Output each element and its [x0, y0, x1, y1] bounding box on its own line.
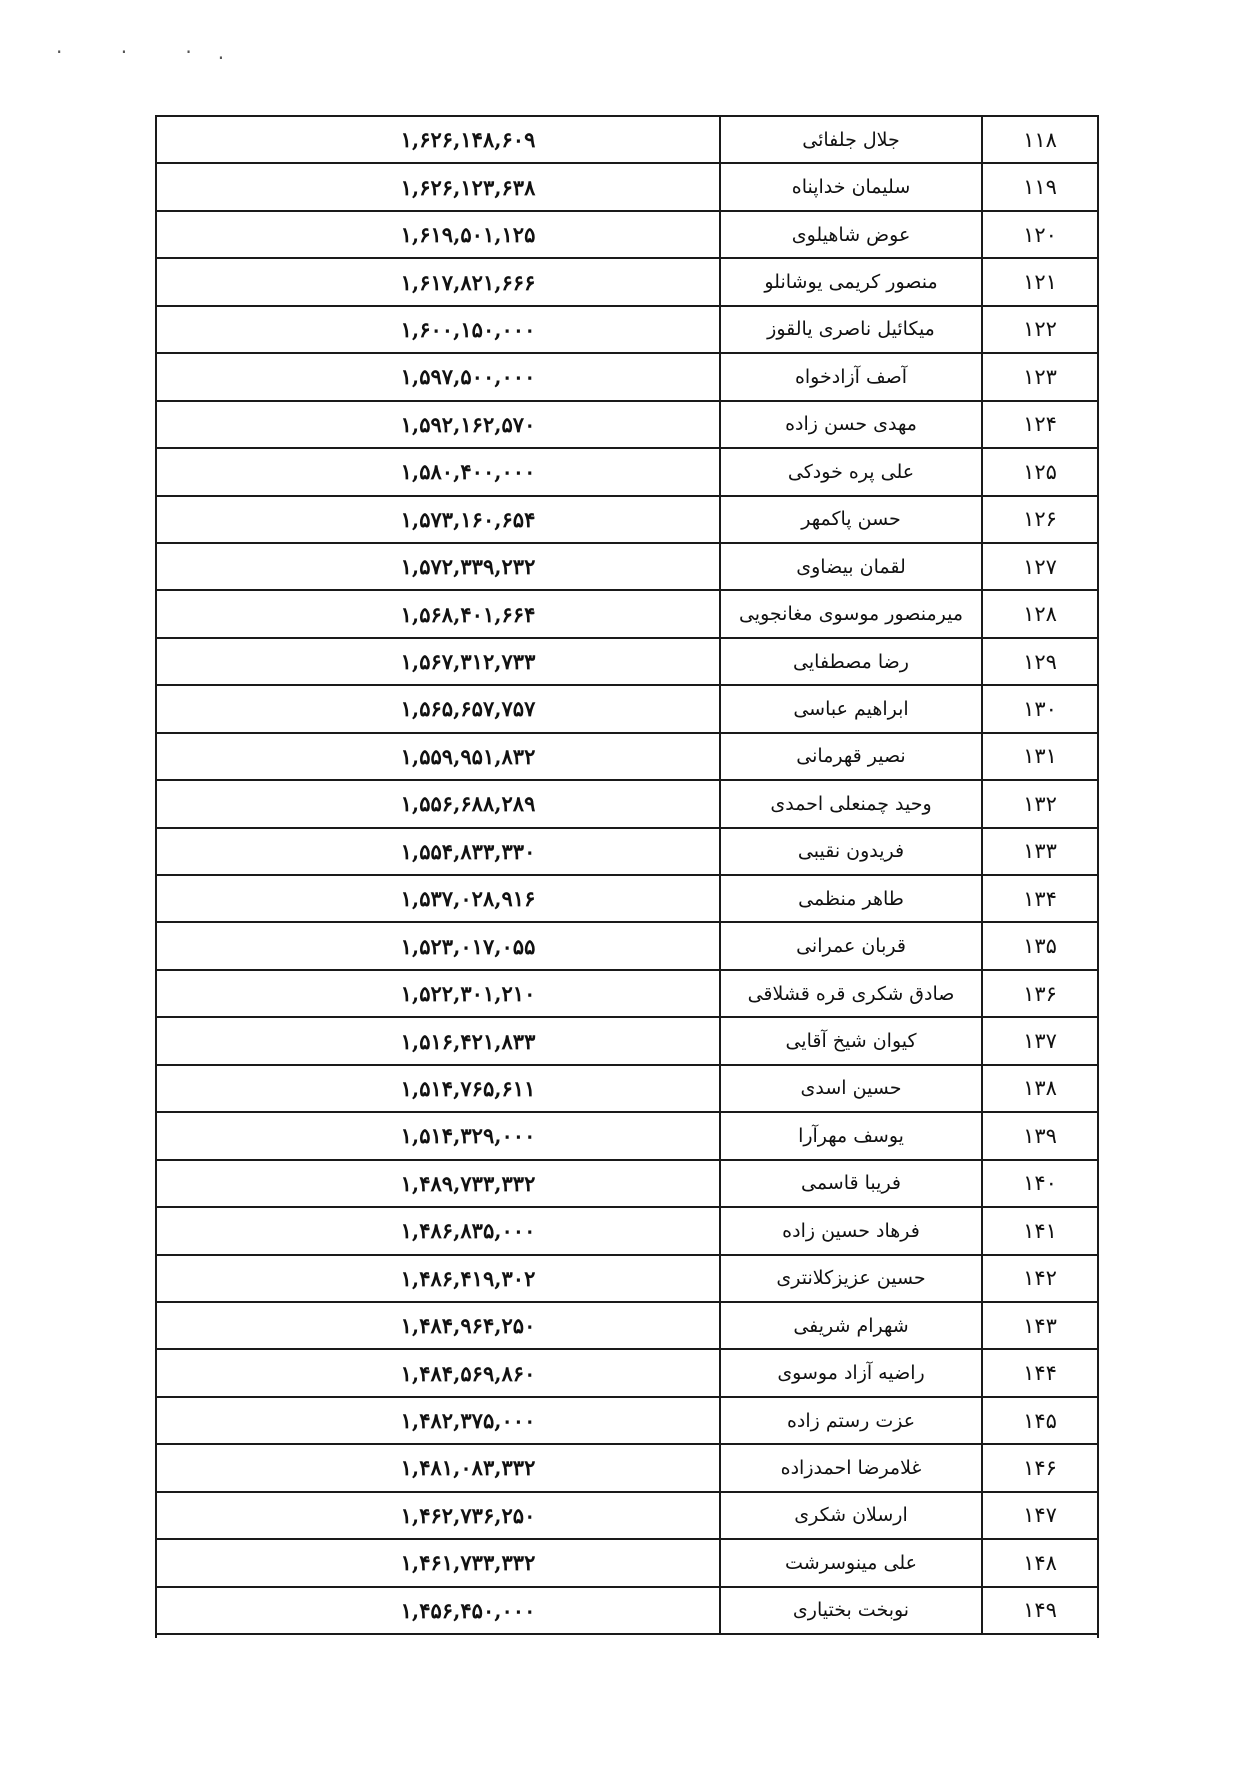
row-index: ۱۲۲ — [981, 307, 1097, 352]
person-name: فریبا قاسمی — [719, 1161, 981, 1206]
table-row — [157, 1303, 1097, 1350]
amount-value: ۱,۵۵۹,۹۵۱,۸۳۲ — [400, 743, 536, 769]
amount-value: ۱,۴۶۱,۷۳۳,۳۳۲ — [400, 1550, 536, 1576]
table-row — [157, 1445, 1097, 1492]
row-index: ۱۴۱ — [981, 1208, 1097, 1253]
row-index: ۱۴۴ — [981, 1350, 1097, 1395]
table-row — [157, 1398, 1097, 1445]
person-name: یوسف مهرآرا — [719, 1113, 981, 1158]
amount-value: ۱,۴۸۶,۴۱۹,۳۰۲ — [400, 1265, 536, 1291]
table-row — [157, 354, 1097, 401]
table-row — [157, 639, 1097, 686]
person-name: آصف آزادخواه — [719, 354, 981, 399]
person-name: قربان عمرانی — [719, 923, 981, 968]
table-row — [157, 1540, 1097, 1587]
person-name: کیوان شیخ آقایی — [719, 1018, 981, 1063]
person-name: میکائیل ناصری یالقوز — [719, 307, 981, 352]
row-index: ۱۳۳ — [981, 829, 1097, 874]
row-index: ۱۴۸ — [981, 1540, 1097, 1585]
person-name: علی پره خودکی — [719, 449, 981, 494]
amount-value: ۱,۶۲۶,۱۴۸,۶۰۹ — [400, 127, 536, 153]
amount-value: ۱,۵۳۷,۰۲۸,۹۱۶ — [400, 886, 536, 912]
row-index: ۱۴۶ — [981, 1445, 1097, 1490]
amount-value: ۱,۶۲۶,۱۲۳,۶۳۸ — [400, 174, 536, 200]
row-index: ۱۲۵ — [981, 449, 1097, 494]
table-row — [157, 876, 1097, 923]
person-name: جلال جلفائی — [719, 117, 981, 162]
amount-value: ۱,۵۷۲,۳۳۹,۲۳۲ — [400, 554, 536, 580]
scan-noise-dots: · · ·. — [56, 40, 251, 64]
amount-value: ۱,۶۱۷,۸۲۱,۶۶۶ — [400, 269, 536, 295]
table-row — [157, 544, 1097, 591]
table-row — [157, 497, 1097, 544]
person-name: راضیه آزاد موسوی — [719, 1350, 981, 1395]
table-row — [157, 449, 1097, 496]
table-row — [157, 829, 1097, 876]
person-name: منصور کریمی یوشانلو — [719, 259, 981, 304]
person-name: ابراهیم عباسی — [719, 686, 981, 731]
person-name: شهرام شریفی — [719, 1303, 981, 1348]
row-index: ۱۴۳ — [981, 1303, 1097, 1348]
amount-value: ۱,۵۵۴,۸۳۳,۳۳۰ — [400, 838, 536, 864]
row-index: ۱۴۲ — [981, 1256, 1097, 1301]
amount-value: ۱,۴۵۶,۴۵۰,۰۰۰ — [400, 1597, 536, 1623]
table-row — [157, 1113, 1097, 1160]
person-name: سلیمان خداپناه — [719, 164, 981, 209]
person-name: حسین عزیزکلانتری — [719, 1256, 981, 1301]
row-index: ۱۳۸ — [981, 1066, 1097, 1111]
row-index: ۱۲۳ — [981, 354, 1097, 399]
amount-value: ۱,۶۰۰,۱۵۰,۰۰۰ — [400, 316, 536, 342]
ranking-table — [155, 115, 1099, 1638]
row-index: ۱۲۱ — [981, 259, 1097, 304]
table-row — [157, 1018, 1097, 1065]
amount-value: ۱,۵۲۳,۰۱۷,۰۵۵ — [400, 933, 536, 959]
amount-value: ۱,۵۲۲,۳۰۱,۲۱۰ — [400, 981, 536, 1007]
table-row — [157, 1256, 1097, 1303]
table-row — [157, 686, 1097, 733]
table-row — [157, 164, 1097, 211]
amount-value: ۱,۶۱۹,۵۰۱,۱۲۵ — [400, 222, 536, 248]
person-name: عوض شاهیلوی — [719, 212, 981, 257]
table-row — [157, 1493, 1097, 1540]
row-index: ۱۲۴ — [981, 402, 1097, 447]
table-row — [157, 591, 1097, 638]
row-index: ۱۴۵ — [981, 1398, 1097, 1443]
amount-value: ۱,۴۶۲,۷۳۶,۲۵۰ — [400, 1502, 536, 1528]
amount-value: ۱,۵۸۰,۴۰۰,۰۰۰ — [400, 459, 536, 485]
table-row — [157, 212, 1097, 259]
amount-value: ۱,۵۵۶,۶۸۸,۲۸۹ — [400, 791, 536, 817]
row-index: ۱۴۰ — [981, 1161, 1097, 1206]
person-name: حسین اسدی — [719, 1066, 981, 1111]
amount-value: ۱,۵۹۲,۱۶۲,۵۷۰ — [400, 411, 536, 437]
amount-value: ۱,۵۷۳,۱۶۰,۶۵۴ — [400, 506, 536, 532]
row-index: ۱۲۰ — [981, 212, 1097, 257]
amount-value: ۱,۵۶۷,۳۱۲,۷۳۳ — [400, 649, 536, 675]
amount-value: ۱,۴۸۴,۹۶۴,۲۵۰ — [400, 1313, 536, 1339]
person-name: لقمان بیضاوی — [719, 544, 981, 589]
row-index: ۱۱۸ — [981, 117, 1097, 162]
row-index: ۱۲۸ — [981, 591, 1097, 636]
row-index: ۱۴۹ — [981, 1588, 1097, 1633]
person-name: غلامرضا احمدزاده — [719, 1445, 981, 1490]
person-name: مهدی حسن زاده — [719, 402, 981, 447]
amount-value: ۱,۵۱۴,۳۲۹,۰۰۰ — [400, 1123, 536, 1149]
table-row — [157, 1161, 1097, 1208]
person-name: فرهاد حسین زاده — [719, 1208, 981, 1253]
table-row — [157, 117, 1097, 164]
amount-value: ۱,۴۸۶,۸۳۵,۰۰۰ — [400, 1218, 536, 1244]
table-row — [157, 781, 1097, 828]
row-index: ۱۲۹ — [981, 639, 1097, 684]
amount-value: ۱,۴۸۴,۵۶۹,۸۶۰ — [400, 1360, 536, 1386]
person-name: طاهر منظمی — [719, 876, 981, 921]
amount-value: ۱,۵۱۶,۴۲۱,۸۳۳ — [400, 1028, 536, 1054]
row-index: ۱۲۷ — [981, 544, 1097, 589]
table-row — [157, 734, 1097, 781]
row-index: ۱۳۴ — [981, 876, 1097, 921]
table-row — [157, 402, 1097, 449]
table-row — [157, 1350, 1097, 1397]
row-index: ۱۳۹ — [981, 1113, 1097, 1158]
table-row — [157, 971, 1097, 1018]
amount-value: ۱,۴۸۱,۰۸۳,۳۳۲ — [400, 1455, 536, 1481]
amount-value: ۱,۵۶۵,۶۵۷,۷۵۷ — [400, 696, 536, 722]
row-index: ۱۴۷ — [981, 1493, 1097, 1538]
row-index: ۱۲۶ — [981, 497, 1097, 542]
person-name: صادق شکری قره قشلاقی — [719, 971, 981, 1016]
person-name: فریدون نقیبی — [719, 829, 981, 874]
person-name: وحید چمنعلی احمدی — [719, 781, 981, 826]
table-row — [157, 1066, 1097, 1113]
person-name: نصیر قهرمانی — [719, 734, 981, 779]
table-row — [157, 923, 1097, 970]
table-row — [157, 1588, 1097, 1635]
amount-value: ۱,۵۹۷,۵۰۰,۰۰۰ — [400, 364, 536, 390]
person-name: علی مینوسرشت — [719, 1540, 981, 1585]
row-index: ۱۳۰ — [981, 686, 1097, 731]
person-name: رضا مصطفایی — [719, 639, 981, 684]
amount-value: ۱,۴۸۹,۷۳۳,۳۳۲ — [400, 1170, 536, 1196]
row-index: ۱۳۵ — [981, 923, 1097, 968]
table-row — [157, 259, 1097, 306]
row-index: ۱۳۲ — [981, 781, 1097, 826]
amount-value: ۱,۴۸۲,۳۷۵,۰۰۰ — [400, 1408, 536, 1434]
row-index: ۱۳۶ — [981, 971, 1097, 1016]
person-name: ارسلان شکری — [719, 1493, 981, 1538]
person-name: حسن پاکمهر — [719, 497, 981, 542]
amount-value: ۱,۵۱۴,۷۶۵,۶۱۱ — [400, 1075, 536, 1101]
person-name: نوبخت بختیاری — [719, 1588, 981, 1633]
table-row — [157, 1208, 1097, 1255]
person-name: میرمنصور موسوی مغانجویی — [719, 591, 981, 636]
table-row — [157, 307, 1097, 354]
row-index: ۱۱۹ — [981, 164, 1097, 209]
amount-value: ۱,۵۶۸,۴۰۱,۶۶۴ — [400, 601, 536, 627]
row-index: ۱۳۱ — [981, 734, 1097, 779]
person-name: عزت رستم زاده — [719, 1398, 981, 1443]
row-index: ۱۳۷ — [981, 1018, 1097, 1063]
